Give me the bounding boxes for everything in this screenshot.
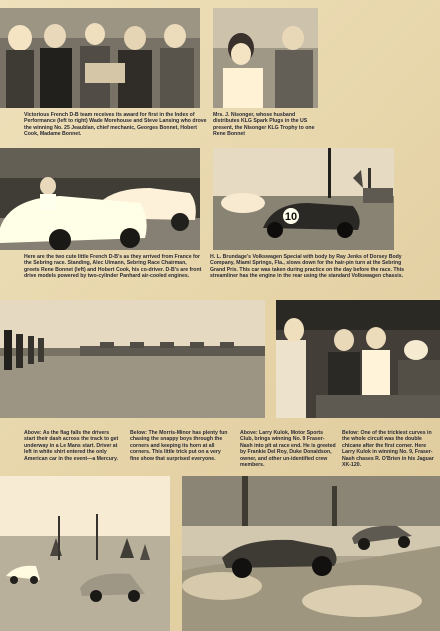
photo-le-mans-start <box>0 300 265 418</box>
caption-le-mans-start: Above: As the flag falls the drivers start their dash across the track to get underway in a Le Mans start. Driver at left in white shirt entered the only American car in the event—a Mercury. <box>24 430 119 462</box>
photo-db-cars <box>0 148 200 250</box>
caption-double-chicane: Below: One of the trickiest curves in the whole circuit was the double chicane after the first corner. Here Larry Kulok in winning No. 9, Fraser-Nash chases R. O'Brien in his Jaguar XK-120. <box>342 430 434 469</box>
photo-fraser-nash-pit <box>276 300 440 418</box>
caption-trophy-presentation: Mrs. J. Nisonger, whose husband distributes KLG Spark Plugs in the US present, the Nisonger KLG Trophy to one Rene Bonnet <box>213 112 315 138</box>
caption-db-cars: Here are the two cute little French D-B's as they arrived from France for the Sebring race. Standing, Alec Ulmann, Sebring Race Chairman, greets Rene Bonnet (left) and Hobert Cook, his co-driver. D-B's are front drive models powered by two-cylinder Panhard air-cooled engines. <box>24 254 202 280</box>
caption-team-award: Victorious French D-B team receives its award for first in the Index of Performance (left to right) Wade Morehouse and Steve Lansing who drove the winning No. 25 Jeaublan, chief mechanic, Georges Bonnet, Hobert Cook, Madame Bonnet. <box>24 112 207 138</box>
photo-team-award <box>0 8 200 108</box>
photo-double-chicane <box>182 476 440 631</box>
caption-morris-minor: Below: The Morris-Minor has plenty fun chasing the snappy boys through the corners and keeping its horn at all corners. This little trick put on a very fine show that surprised everyone. <box>130 430 228 462</box>
photo-vw-special <box>213 148 394 250</box>
photo-morris-minor <box>0 476 170 631</box>
caption-vw-special: H. L. Brundage's Volkswagen Special with body by Ray Jenks of Dorsey Body Company, Miami Springs, Fla., slows down for the hair-pin turn at the Sebring Grand Prix. This car was taken during practice on the day before the race. This streamliner has the engine in the rear using the standard Volkswagen chassis. <box>210 254 405 280</box>
photo-trophy-presentation <box>213 8 318 108</box>
caption-fraser-nash-pit: Above: Larry Kulok, Motor Sports Club, brings winning No. 9 Fraser-Nash into pit at race end. He is greeted by Frankie Del Roy, Duke Donaldson, owner, and other un-identified crew members. <box>240 430 336 469</box>
vw-car-number: 10 <box>284 211 298 223</box>
